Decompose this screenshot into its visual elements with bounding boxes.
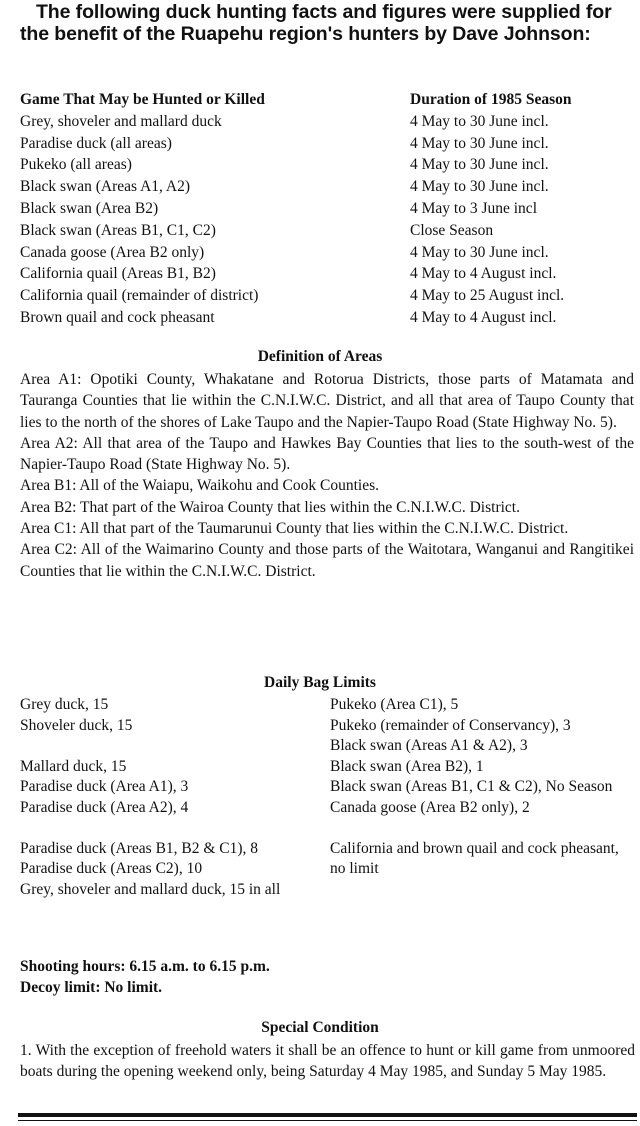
bottom-rule <box>18 1113 637 1117</box>
area-definition: Area B2: That part of the Wairoa County that lies within the C.N.I.W.C. District. <box>20 498 520 516</box>
season-row <box>20 133 635 155</box>
season-duration: Close Season <box>410 221 494 239</box>
season-duration: 4 May to 30 June incl. <box>410 178 549 196</box>
bag-limit-item: Paradise duck (Areas C2), 10 <box>20 860 203 877</box>
bag-limit-item: Pukeko (remainder of Conservancy), 3 <box>330 716 571 734</box>
season-game: California quail (Areas B1, B2) <box>20 265 216 283</box>
season-game: Black swan (Areas A1, A2) <box>20 178 191 196</box>
season-duration: 4 May to 25 August incl. <box>410 287 565 305</box>
season-game: Canada goose (Area B2 only) <box>20 243 205 261</box>
season-row <box>20 263 635 285</box>
season-duration: 4 May to 4 August incl. <box>410 308 557 326</box>
season-duration: 4 May to 30 June incl. <box>410 112 549 130</box>
area-definitions <box>20 369 634 582</box>
bag-limit-item: Paradise duck (Area A2), 4 <box>20 798 189 816</box>
area-definition: Area C1: All that part of the Taumarunui County that lies within the C.N.I.W.C. District. <box>20 520 569 538</box>
bag-limit-item: Grey duck, 15 <box>20 696 109 713</box>
bag-limit-item: Paradise duck (Areas B1, B2 & C1), 8 <box>20 839 259 857</box>
bag-limit-item: Grey, shoveler and mallard duck, 15 in all <box>20 880 281 898</box>
area-definition: Area A2: All that area of the Taupo and Hawkes Bay Counties that lies to the south-west of the Napier-Taupo Road (State Highway No. 5). <box>20 434 634 474</box>
season-game: Black swan (Areas B1, C1, C2) <box>20 221 216 239</box>
bag-limit-item: Canada goose (Area B2 only), 2 <box>330 798 530 816</box>
season-duration: 4 May to 30 June incl. <box>410 243 549 261</box>
season-row <box>20 154 635 176</box>
bag-limit-item: Black swan (Areas B1, C1 & C2), No Season <box>330 778 613 795</box>
area-definition: Area B1: All of the Waiapu, Waikohu and Cook Counties. <box>20 477 379 495</box>
season-game: California quail (remainder of district) <box>20 287 259 305</box>
shooting-hours: Shooting hours: 6.15 a.m. to 6.15 p.m. <box>20 958 270 975</box>
season-row <box>20 307 635 329</box>
season-duration: 4 May to 30 June incl. <box>410 156 549 174</box>
header-duration: Duration of 1985 Season <box>410 91 572 108</box>
bag-limit-item: Mallard duck, 15 <box>20 757 127 775</box>
bag-limit-item: Shoveler duck, 15 <box>20 716 133 734</box>
season-row <box>20 176 635 198</box>
season-game: Paradise duck (all areas) <box>20 134 172 152</box>
bag-limit-item: California and brown quail and cock pheasant, no limit <box>330 839 619 877</box>
area-definition: Area C2: All of the Waimarino County and those parts of the Waitotara, Wanganui and Rangitikei Counties that lie within the C.N.I.W.C. District. <box>20 541 634 580</box>
season-game: Black swan (Area B2) <box>20 199 159 217</box>
header-game: Game That May be Hunted or Killed <box>20 91 265 108</box>
bag-limit-item: Black swan (Areas A1 & A2), 3 <box>330 737 528 754</box>
special-condition-heading: Special Condition <box>261 1019 379 1036</box>
bag-limits-right-column <box>330 695 635 900</box>
season-duration: 4 May to 30 June incl. <box>410 134 549 152</box>
season-duration: 4 May to 4 August incl. <box>410 265 557 283</box>
intro-paragraph: The following duck hunting facts and figures were supplied for the benefit of the Ruapehu region's hunters by Dave Johnson: <box>20 1 612 45</box>
areas-heading: Definition of Areas <box>257 348 383 365</box>
bag-limits <box>20 695 635 900</box>
season-game: Pukeko (all areas) <box>20 156 132 174</box>
season-row <box>20 285 635 307</box>
area-definition: Area A1: Opotiki County, Whakatane and Rotorua Districts, those parts of Matamata and Tauranga Counties that lie within the C.N.I.W.C. District, and all that area of Taupo County that lies to the north of the shores of Lake Taupo and the Napier-Taupo Road (State Highway No. 5). <box>20 371 634 431</box>
season-game: Grey, shoveler and mallard duck <box>20 112 222 130</box>
bag-limits-left-column <box>20 695 330 900</box>
season-table-header <box>20 89 635 111</box>
season-duration: 4 May to 3 June incl <box>410 199 537 217</box>
bag-limit-item: Paradise duck (Area A1), 3 <box>20 778 189 795</box>
season-table <box>20 89 635 329</box>
decoy-limit: Decoy limit: No limit. <box>20 979 163 996</box>
bag-limit-item: Pukeko (Area C1), 5 <box>330 696 459 713</box>
bottom-rule-thin <box>18 1120 637 1121</box>
bag-limits-heading: Daily Bag Limits <box>264 674 376 691</box>
special-condition-text: 1. With the exception of freehold waters it shall be an offence to hunt or kill game from unmoored boats during the opening weekend only, being Saturday 4 May 1985, and Sunday 5 May 1985. <box>20 1042 635 1080</box>
season-row <box>20 198 635 220</box>
season-row <box>20 220 635 242</box>
season-row <box>20 242 635 264</box>
bag-limit-item: Black swan (Area B2), 1 <box>330 757 484 775</box>
season-row <box>20 111 635 133</box>
season-game: Brown quail and cock pheasant <box>20 308 215 326</box>
